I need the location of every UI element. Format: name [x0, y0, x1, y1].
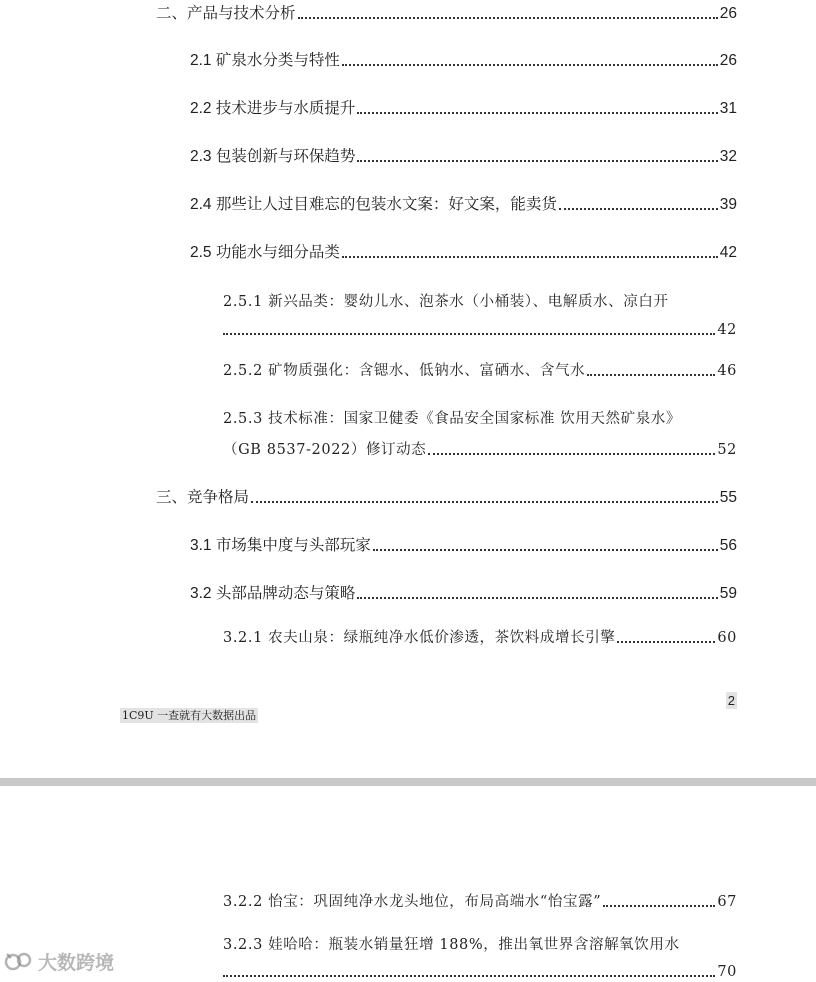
toc-entry[interactable] [156, 0, 737, 24]
toc-entry-page: 32 [719, 148, 737, 165]
toc-leader-dots [603, 905, 715, 907]
toc-entry[interactable] [156, 484, 737, 508]
toc-entry-title: 三、竞争格局 [156, 489, 250, 506]
toc-leader-dots [373, 549, 718, 551]
toc-entry-page: 42 [719, 244, 737, 261]
toc-entry-page: 67 [717, 894, 737, 910]
toc-entry-title: 2.1 矿泉水分类与特性 [190, 52, 340, 69]
toc-entry-title: 2.5.2 矿物质强化：含锶水、低钠水、富硒水、含气水 [223, 363, 586, 379]
toc-entry-title: 3.2.3 娃哈哈：瓶装水销量狂增 188%，推出氧世界含溶解氧饮用水 [223, 937, 680, 953]
toc-entry-page: 52 [717, 442, 737, 458]
watermark [4, 948, 114, 974]
toc-entry-title: 3.2 头部品牌动态与策略 [190, 585, 356, 602]
toc-entry-title: 3.2.1 农夫山泉：绿瓶纯净水低价渗透，茶饮料成增长引擎 [223, 630, 616, 646]
toc-leader-dots [357, 160, 717, 162]
toc-entry[interactable] [223, 888, 737, 912]
toc-entry[interactable] [190, 95, 737, 119]
toc-entry-line[interactable] [223, 931, 737, 955]
toc-entry[interactable] [223, 357, 737, 381]
toc-entry-page: 59 [719, 585, 737, 602]
toc-leader-dots [251, 501, 718, 503]
ksd-logo-icon [4, 950, 34, 972]
toc-entry[interactable] [223, 624, 737, 648]
toc-entry[interactable] [223, 316, 737, 340]
toc-entry-page: 60 [717, 630, 737, 646]
toc-entry[interactable] [190, 191, 737, 215]
toc-entry[interactable] [223, 436, 737, 460]
document-page-2 [0, 786, 816, 980]
toc-entry-title-continued: （GB 8537-2022）修订动态 [223, 442, 427, 458]
toc-leader-dots [587, 374, 715, 376]
toc-entry-page: 46 [717, 363, 737, 379]
toc-entry-title: 2.3 包装创新与环保趋势 [190, 148, 356, 165]
toc-entry-page: 26 [719, 52, 737, 69]
toc-entry-page: 31 [719, 100, 737, 117]
toc-leader-dots [357, 597, 717, 599]
page-number: 2 [727, 693, 735, 708]
toc-entry-title: 2.4 那些让人过目难忘的包装水文案：好文案，能卖货 [190, 196, 557, 213]
toc-entry-title: 2.5 功能水与细分品类 [190, 244, 340, 261]
toc-entry[interactable] [223, 958, 737, 982]
toc-leader-dots [223, 333, 715, 335]
toc-entry-line[interactable] [223, 288, 737, 312]
toc-entry-page: 39 [719, 196, 737, 213]
page-break-divider [0, 778, 816, 786]
toc-leader-dots [559, 208, 718, 210]
toc-leader-dots [342, 64, 718, 66]
toc-entry-page: 56 [719, 537, 737, 554]
toc-entry[interactable] [190, 47, 737, 71]
toc-leader-dots [342, 256, 718, 258]
toc-entry-page: 55 [719, 489, 737, 506]
toc-entry-title: 2.2 技术进步与水质提升 [190, 100, 356, 117]
toc-entry[interactable] [190, 239, 737, 263]
toc-entry-title: 2.5.3 技术标准：国家卫健委《食品安全国家标准 饮用天然矿泉水》 [223, 411, 682, 427]
toc-entry-title: 二、产品与技术分析 [156, 5, 296, 22]
toc-entry[interactable] [190, 580, 737, 604]
toc-entry[interactable] [190, 143, 737, 167]
toc-entry-page: 26 [719, 5, 737, 22]
toc-entry-title: 3.2.2 怡宝：巩固纯净水龙头地位，布局高端水“怡宝露” [223, 894, 602, 910]
toc-entry-line[interactable] [223, 405, 737, 429]
toc-entry-page: 70 [717, 964, 737, 980]
toc-leader-dots [357, 112, 717, 114]
toc-entry[interactable] [190, 532, 737, 556]
toc-leader-dots [617, 641, 715, 643]
page-footer: 1C9U 一查就有大数据出品 [122, 709, 257, 722]
toc-leader-dots [428, 453, 715, 455]
toc-leader-dots [298, 17, 718, 19]
toc-entry-page: 42 [717, 322, 737, 338]
watermark-text: 大数跨境 [38, 952, 115, 974]
toc-entry-title: 3.1 市场集中度与头部玩家 [190, 537, 371, 554]
toc-entry-title: 2.5.1 新兴品类：婴幼儿水、泡茶水（小桶装）、电解质水、凉白开 [223, 294, 669, 310]
